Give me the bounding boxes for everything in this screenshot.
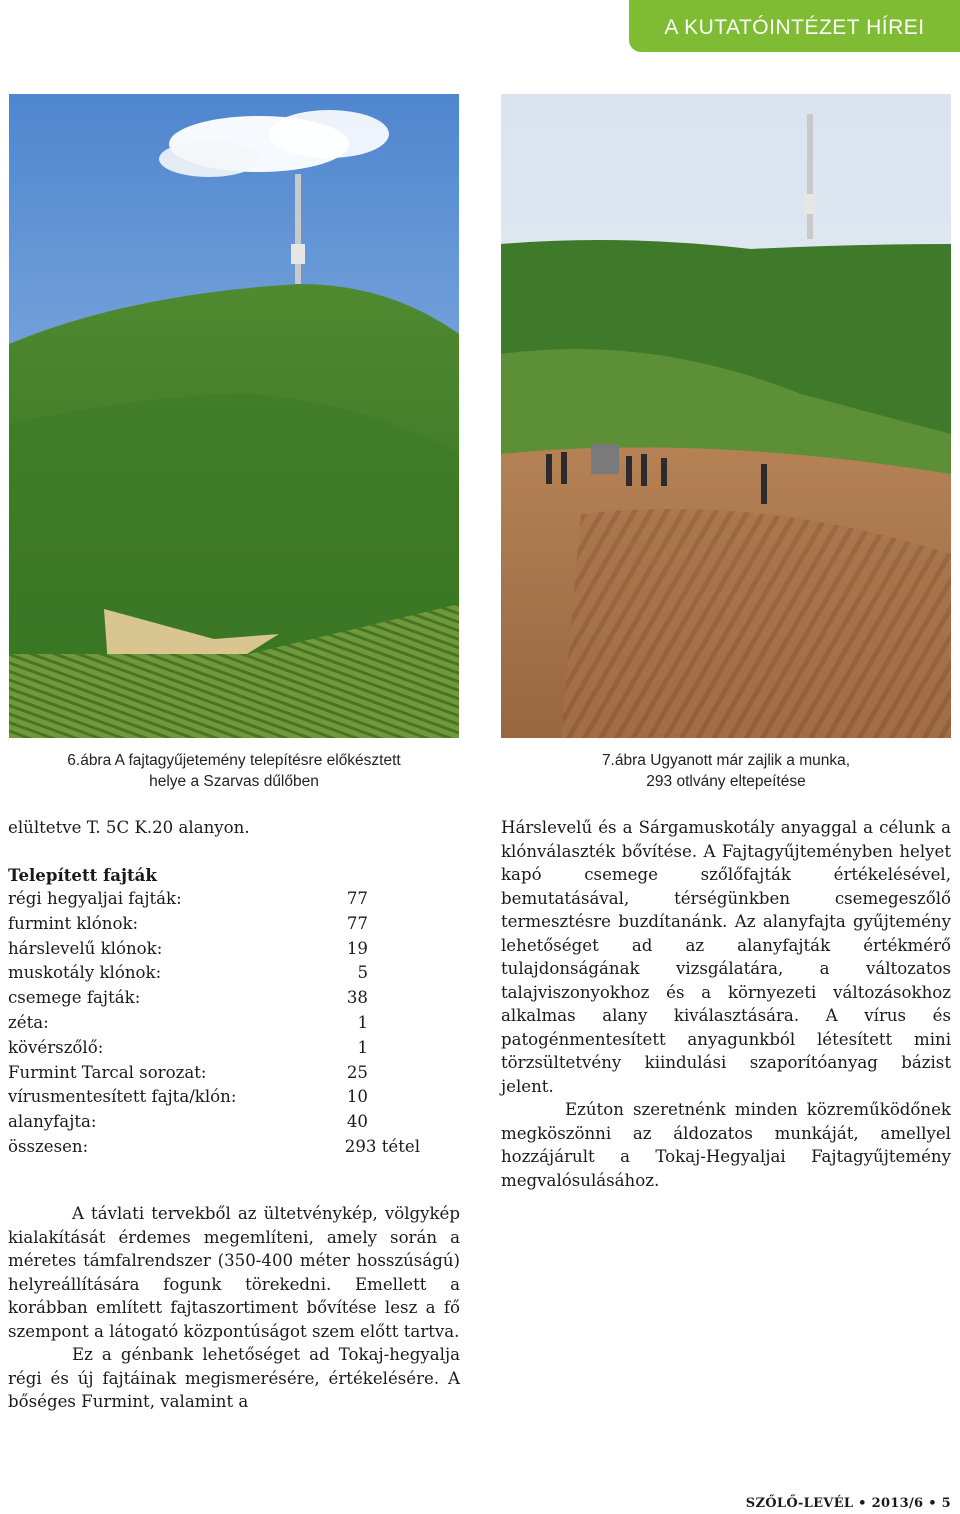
variety-count: 25	[346, 1062, 368, 1082]
variety-row	[8, 1036, 460, 1061]
variety-name: csemege fajták:	[8, 988, 141, 1008]
variety-count: 38	[346, 988, 368, 1008]
variety-row	[8, 937, 460, 962]
variety-count: 10	[346, 1087, 368, 1107]
variety-table-title: Telepített fajták	[8, 864, 157, 885]
variety-name: muskotály klónok:	[8, 963, 162, 983]
page-footer: SZŐLŐ-LEVÉL • 2013/6 • 5	[745, 1496, 951, 1511]
right-column-body	[501, 816, 951, 1192]
variety-table	[8, 887, 460, 1160]
variety-row	[8, 1061, 460, 1086]
section-title: A KUTATÓINTÉZET HÍREI	[664, 16, 925, 39]
caption-line: helye a Szarvas dűlőben	[149, 773, 319, 790]
variety-name: alanyfajta:	[8, 1112, 97, 1132]
variety-count: 77	[346, 913, 368, 933]
variety-count: 1	[357, 1037, 368, 1057]
paragraph: Ez a génbank lehetőséget ad Tokaj-hegyalja régi és új fajtáinak megismerésére, értékelésére. A bőséges Furmint, valamint a	[8, 1345, 460, 1411]
variety-row	[8, 1085, 460, 1110]
caption-line: 293 otlvány eltepeítése	[646, 773, 806, 790]
paragraph: Ezúton szeretnénk minden közreműködőnek megköszönni az áldozatos munkáját, amellyel hozzájárult a Tokaj-Hegyaljai Fajtagyűjtemény megvalósulásához.	[501, 1100, 951, 1190]
variety-count: 293 tétel	[344, 1136, 420, 1156]
caption-line: 7.ábra Ugyanott már zajlik a munka,	[601, 752, 851, 769]
left-column-body	[8, 1202, 460, 1414]
variety-row	[8, 961, 460, 986]
variety-count: 40	[346, 1112, 368, 1132]
figure-7-caption	[501, 750, 951, 792]
paragraph: Hárslevelű és a Sárgamuskotály anyaggal a célunk a klónválaszték bővítése. A Fajtagyűjteményben helyet kapó csemege szőlőfajták értékelésével, bemutatásával, térségünkben csemegeszőlő termesztésre buzdítanánk. Az alanyfajta gyűjtemény lehetőséget ad az alanyfajták értékmérő tulajdonságának vizsgálatára, a változatos talajviszonyokhoz és a környezeti változásokhoz alkalmas alany kiválasztására. A vírus és patogénmentesített anyagunkból létesített mini törzsültetvény kiindulási szaporítóanyag bázist jelent.	[501, 818, 951, 1096]
variety-name: vírusmentesített fajta/klón:	[8, 1087, 237, 1107]
variety-name: furmint klónok:	[8, 913, 139, 933]
intro-line: elültetve T. 5C K.20 alanyon.	[8, 818, 250, 837]
variety-row	[8, 986, 460, 1011]
section-badge	[629, 0, 960, 52]
variety-count: 5	[357, 963, 368, 983]
variety-name: régi hegyaljai fajták:	[8, 889, 182, 908]
variety-name: hárslevelű klónok:	[8, 938, 163, 958]
caption-line: 6.ábra A fajtagyűjetemény telepítésre előkésztett	[67, 752, 401, 769]
variety-name: Furmint Tarcal sorozat:	[8, 1062, 207, 1082]
figure-6-caption	[9, 750, 459, 792]
variety-count: 1	[357, 1012, 368, 1032]
variety-count: 77	[346, 889, 368, 908]
variety-name: zéta:	[8, 1012, 49, 1032]
variety-row	[8, 912, 460, 937]
paragraph: A távlati tervekből az ültetvénykép, völgykép kialakítását érdemes megemlíteni, amely során a méretes támfalrendszer (350-400 méter hosszúságú) helyreállítására fogunk törekedni. Emellett a korábban említett fajtaszortiment bővítése lesz a fő szempont a látogató központúságot szem előtt tartva.	[8, 1204, 460, 1341]
variety-name: kövérszőlő:	[8, 1037, 104, 1057]
variety-name: összesen:	[8, 1136, 89, 1156]
variety-row	[8, 1011, 460, 1036]
left-column-top	[8, 816, 460, 1160]
variety-row	[8, 887, 460, 912]
figure-6-photo	[9, 94, 459, 738]
figure-7-photo	[501, 94, 951, 738]
variety-row	[8, 1110, 460, 1135]
variety-row	[8, 1135, 460, 1160]
variety-count: 19	[346, 938, 368, 958]
